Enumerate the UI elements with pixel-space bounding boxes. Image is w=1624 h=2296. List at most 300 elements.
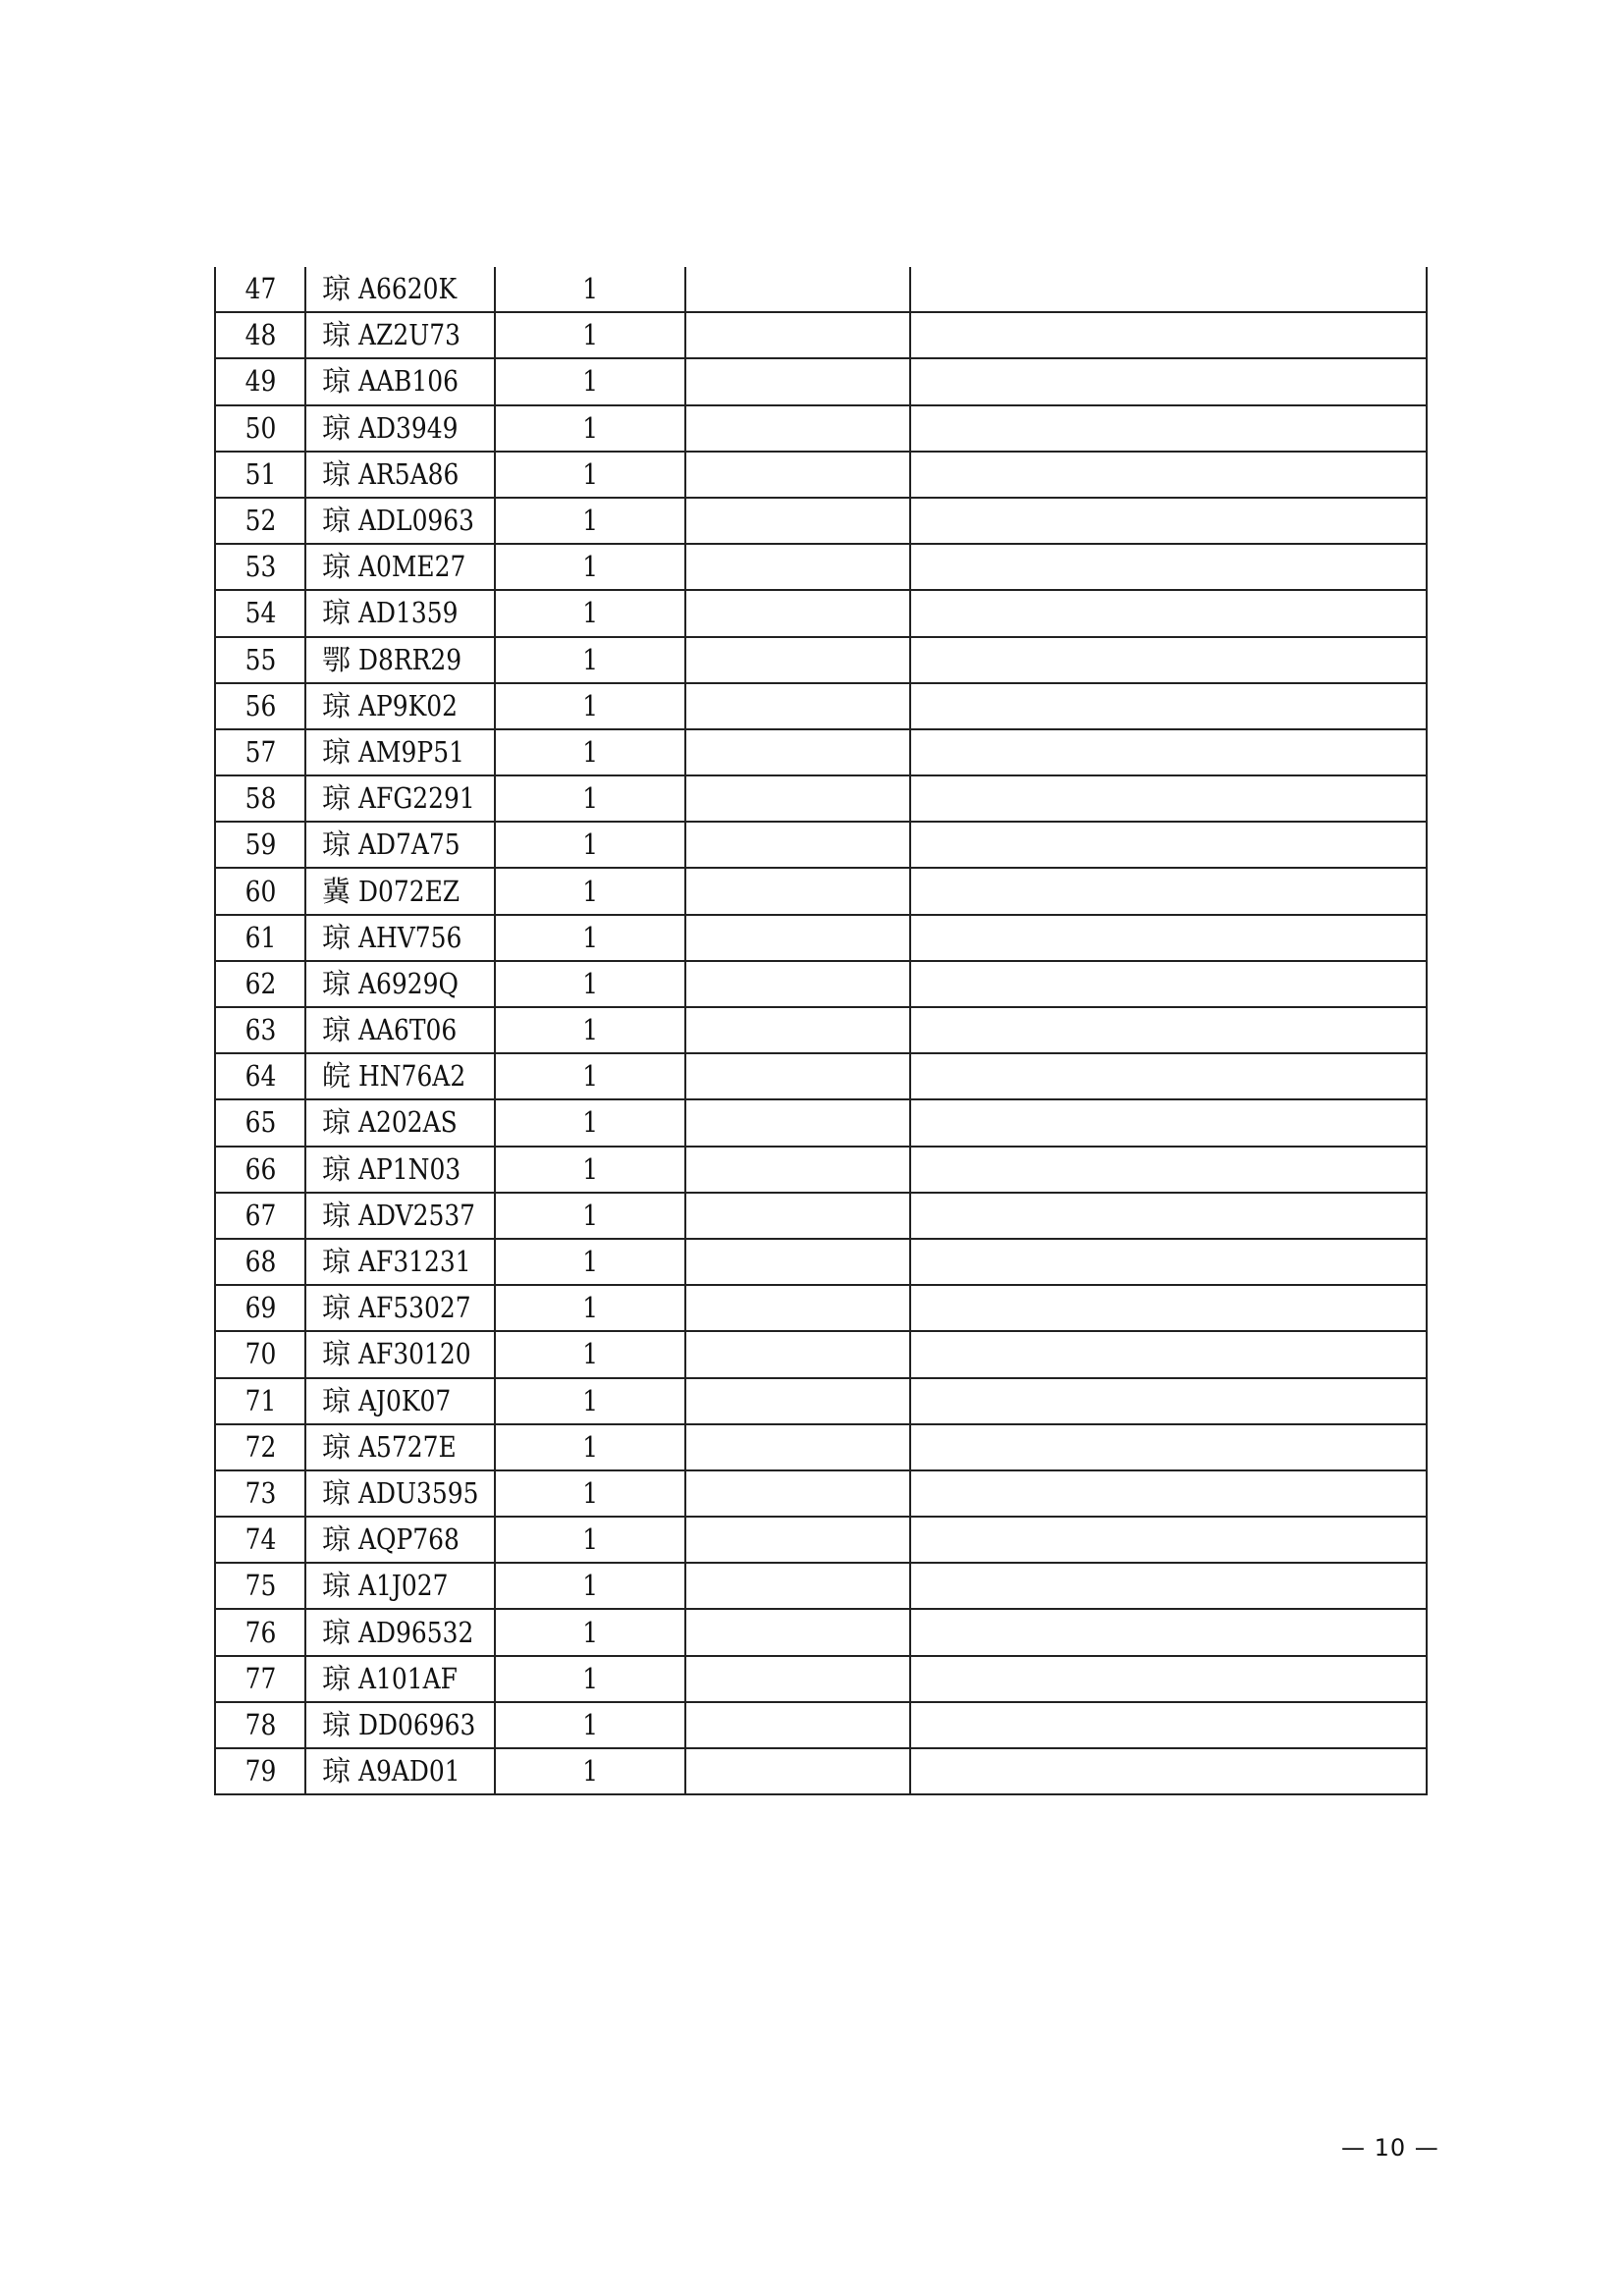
table-row — [215, 1053, 1427, 1099]
empty-cell — [910, 1331, 1427, 1377]
empty-cell — [910, 1702, 1427, 1748]
row-number-cell — [215, 358, 305, 404]
empty-cell — [910, 637, 1427, 683]
plate-province-prefix: 琼 — [322, 1291, 352, 1325]
table-row — [215, 961, 1427, 1007]
quantity-cell — [495, 1147, 685, 1193]
empty-cell — [910, 683, 1427, 729]
quantity-value: 1 — [582, 1522, 598, 1557]
quantity-value: 1 — [582, 1105, 598, 1140]
quantity-cell — [495, 729, 685, 775]
empty-cell — [910, 452, 1427, 498]
empty-cell — [685, 1378, 910, 1424]
quantity-value: 1 — [582, 688, 598, 722]
empty-cell — [685, 1470, 910, 1517]
quantity-cell — [495, 1517, 685, 1563]
quantity-value: 1 — [582, 1615, 598, 1649]
plate-number: A0ME27 — [358, 550, 466, 584]
plate-province-prefix: 琼 — [322, 364, 352, 399]
empty-cell — [910, 590, 1427, 636]
row-number: 57 — [244, 734, 276, 769]
table-row — [215, 1470, 1427, 1517]
plate-province-prefix: 琼 — [322, 1475, 352, 1510]
table-row — [215, 729, 1427, 775]
quantity-value: 1 — [582, 550, 598, 584]
plate-province-prefix: 琼 — [322, 1615, 352, 1649]
row-number-cell — [215, 868, 305, 914]
quantity-value: 1 — [582, 1198, 598, 1232]
row-number-cell — [215, 1424, 305, 1470]
row-number: 66 — [244, 1151, 276, 1186]
empty-cell — [910, 312, 1427, 358]
empty-cell — [685, 1517, 910, 1563]
quantity-cell — [495, 1239, 685, 1285]
quantity-cell — [495, 452, 685, 498]
plate-cell — [305, 683, 495, 729]
empty-cell — [685, 1193, 910, 1239]
row-number: 77 — [244, 1661, 276, 1695]
row-number: 79 — [244, 1754, 276, 1789]
row-number: 65 — [244, 1105, 276, 1140]
empty-cell — [685, 1331, 910, 1377]
plate-province-prefix: 琼 — [322, 1198, 352, 1232]
table-row — [215, 1007, 1427, 1053]
empty-cell — [685, 1099, 910, 1146]
plate-cell — [305, 961, 495, 1007]
row-number: 53 — [244, 550, 276, 584]
table-row — [215, 405, 1427, 452]
row-number-cell — [215, 312, 305, 358]
empty-cell — [685, 1609, 910, 1655]
plate-number: ADL0963 — [358, 504, 475, 538]
row-number-cell — [215, 1702, 305, 1748]
quantity-cell — [495, 1285, 685, 1331]
row-number-cell — [215, 1331, 305, 1377]
plate-cell — [305, 544, 495, 590]
empty-cell — [910, 775, 1427, 822]
plate-number: A202AS — [358, 1105, 458, 1140]
quantity-value: 1 — [582, 642, 598, 676]
empty-cell — [910, 1609, 1427, 1655]
row-number-cell — [215, 1609, 305, 1655]
plate-province-prefix: 琼 — [322, 272, 352, 306]
empty-cell — [685, 1424, 910, 1470]
empty-cell — [910, 729, 1427, 775]
plate-province-prefix: 琼 — [322, 1754, 352, 1789]
empty-cell — [910, 1285, 1427, 1331]
plate-province-prefix: 琼 — [322, 1707, 352, 1741]
plate-number: AAB106 — [358, 364, 459, 399]
row-number: 76 — [244, 1615, 276, 1649]
empty-cell — [685, 637, 910, 683]
empty-cell — [685, 544, 910, 590]
plate-number: D8RR29 — [358, 642, 462, 676]
plate-number: A9AD01 — [358, 1754, 460, 1789]
row-number: 55 — [244, 642, 276, 676]
quantity-cell — [495, 590, 685, 636]
plate-cell — [305, 1285, 495, 1331]
plate-province-prefix: 琼 — [322, 966, 352, 1000]
plate-number: AD1359 — [358, 596, 459, 630]
empty-cell — [910, 498, 1427, 544]
row-number-cell — [215, 405, 305, 452]
quantity-value: 1 — [582, 504, 598, 538]
empty-cell — [685, 1748, 910, 1794]
plate-number: A1J027 — [358, 1569, 449, 1603]
quantity-cell — [495, 868, 685, 914]
empty-cell — [910, 1239, 1427, 1285]
plate-province-prefix: 琼 — [322, 410, 352, 445]
row-number: 60 — [244, 874, 276, 908]
plate-number: ADU3595 — [358, 1475, 479, 1510]
empty-cell — [910, 1193, 1427, 1239]
plate-number: AFG2291 — [358, 781, 475, 816]
empty-cell — [685, 590, 910, 636]
table-row — [215, 544, 1427, 590]
plate-number: DD06963 — [358, 1707, 476, 1741]
quantity-cell — [495, 544, 685, 590]
quantity-value: 1 — [582, 410, 598, 445]
row-number: 48 — [244, 318, 276, 352]
row-number-cell — [215, 915, 305, 961]
plate-number: AA6T06 — [358, 1013, 458, 1047]
plate-province-prefix: 琼 — [322, 456, 352, 491]
table-row — [215, 267, 1427, 312]
row-number-cell — [215, 961, 305, 1007]
row-number-cell — [215, 1193, 305, 1239]
plate-cell — [305, 729, 495, 775]
plate-province-prefix: 琼 — [322, 1151, 352, 1186]
plate-cell — [305, 868, 495, 914]
quantity-value: 1 — [582, 1337, 598, 1371]
table-row — [215, 1656, 1427, 1702]
plate-cell — [305, 1007, 495, 1053]
plate-province-prefix: 琼 — [322, 688, 352, 722]
plate-province-prefix: 琼 — [322, 1383, 352, 1417]
plate-province-prefix: 琼 — [322, 828, 352, 862]
quantity-value: 1 — [582, 1245, 598, 1279]
quantity-value: 1 — [582, 874, 598, 908]
quantity-value: 1 — [582, 272, 598, 306]
table-body — [215, 267, 1427, 1794]
empty-cell — [685, 498, 910, 544]
row-number: 59 — [244, 828, 276, 862]
quantity-value: 1 — [582, 828, 598, 862]
table-row — [215, 1609, 1427, 1655]
quantity-value: 1 — [582, 1661, 598, 1695]
empty-cell — [910, 544, 1427, 590]
table-row — [215, 1424, 1427, 1470]
plate-number: AF31231 — [358, 1245, 471, 1279]
quantity-cell — [495, 1378, 685, 1424]
table-row — [215, 1193, 1427, 1239]
plate-province-prefix: 琼 — [322, 1245, 352, 1279]
empty-cell — [685, 775, 910, 822]
empty-cell — [910, 267, 1427, 312]
empty-cell — [685, 1053, 910, 1099]
table-row — [215, 358, 1427, 404]
row-number: 58 — [244, 781, 276, 816]
plate-cell — [305, 637, 495, 683]
quantity-cell — [495, 915, 685, 961]
quantity-cell — [495, 1470, 685, 1517]
plate-number: AQP768 — [358, 1522, 460, 1557]
quantity-value: 1 — [582, 1475, 598, 1510]
row-number-cell — [215, 775, 305, 822]
plate-province-prefix: 皖 — [322, 1059, 352, 1094]
quantity-cell — [495, 1053, 685, 1099]
plate-cell — [305, 267, 495, 312]
table-row — [215, 1748, 1427, 1794]
row-number: 70 — [244, 1337, 276, 1371]
quantity-value: 1 — [582, 1569, 598, 1603]
empty-cell — [910, 1007, 1427, 1053]
row-number: 52 — [244, 504, 276, 538]
plate-cell — [305, 1609, 495, 1655]
plate-number: AF30120 — [358, 1337, 471, 1371]
quantity-cell — [495, 312, 685, 358]
quantity-value: 1 — [582, 1013, 598, 1047]
plate-cell — [305, 405, 495, 452]
row-number: 78 — [244, 1707, 276, 1741]
empty-cell — [910, 1147, 1427, 1193]
row-number-cell — [215, 1748, 305, 1794]
empty-cell — [685, 868, 910, 914]
table-row — [215, 775, 1427, 822]
quantity-value: 1 — [582, 364, 598, 399]
row-number-cell — [215, 544, 305, 590]
quantity-cell — [495, 1193, 685, 1239]
quantity-value: 1 — [582, 1059, 598, 1094]
row-number: 68 — [244, 1245, 276, 1279]
row-number-cell — [215, 590, 305, 636]
plate-cell — [305, 1053, 495, 1099]
quantity-value: 1 — [582, 596, 598, 630]
empty-cell — [685, 729, 910, 775]
empty-cell — [910, 1099, 1427, 1146]
quantity-cell — [495, 1702, 685, 1748]
plate-province-prefix: 琼 — [322, 1105, 352, 1140]
vehicle-plate-table — [214, 267, 1428, 1795]
row-number-cell — [215, 498, 305, 544]
row-number-cell — [215, 683, 305, 729]
plate-province-prefix: 琼 — [322, 781, 352, 816]
quantity-cell — [495, 1563, 685, 1609]
table-row — [215, 590, 1427, 636]
plate-number: D072EZ — [358, 874, 460, 908]
row-number: 73 — [244, 1475, 276, 1510]
quantity-cell — [495, 498, 685, 544]
row-number-cell — [215, 1470, 305, 1517]
quantity-value: 1 — [582, 920, 598, 954]
empty-cell — [685, 1563, 910, 1609]
empty-cell — [685, 358, 910, 404]
plate-province-prefix: 琼 — [322, 550, 352, 584]
quantity-cell — [495, 1331, 685, 1377]
plate-cell — [305, 1099, 495, 1146]
empty-cell — [910, 1470, 1427, 1517]
row-number: 75 — [244, 1569, 276, 1603]
plate-number: AD3949 — [358, 410, 459, 445]
plate-cell — [305, 1470, 495, 1517]
plate-number: AM9P51 — [358, 734, 464, 769]
empty-cell — [685, 452, 910, 498]
quantity-value: 1 — [582, 781, 598, 816]
plate-province-prefix: 琼 — [322, 920, 352, 954]
quantity-value: 1 — [582, 318, 598, 352]
row-number: 62 — [244, 966, 276, 1000]
empty-cell — [910, 1053, 1427, 1099]
plate-province-prefix: 鄂 — [322, 642, 352, 676]
quantity-cell — [495, 1748, 685, 1794]
empty-cell — [910, 868, 1427, 914]
quantity-value: 1 — [582, 1754, 598, 1789]
quantity-value: 1 — [582, 1707, 598, 1741]
quantity-cell — [495, 1609, 685, 1655]
empty-cell — [685, 822, 910, 868]
row-number-cell — [215, 452, 305, 498]
empty-cell — [910, 405, 1427, 452]
plate-province-prefix: 琼 — [322, 1661, 352, 1695]
quantity-value: 1 — [582, 1383, 598, 1417]
plate-cell — [305, 1563, 495, 1609]
row-number-cell — [215, 822, 305, 868]
plate-cell — [305, 498, 495, 544]
quantity-value: 1 — [582, 1291, 598, 1325]
empty-cell — [685, 1702, 910, 1748]
row-number-cell — [215, 637, 305, 683]
empty-cell — [685, 683, 910, 729]
empty-cell — [910, 1378, 1427, 1424]
plate-number: AR5A86 — [358, 456, 460, 491]
empty-cell — [685, 1239, 910, 1285]
row-number: 61 — [244, 920, 276, 954]
plate-cell — [305, 358, 495, 404]
plate-province-prefix: 琼 — [322, 596, 352, 630]
row-number: 69 — [244, 1291, 276, 1325]
empty-cell — [685, 961, 910, 1007]
plate-number: AZ2U73 — [358, 318, 460, 352]
row-number-cell — [215, 1053, 305, 1099]
quantity-cell — [495, 637, 685, 683]
row-number: 64 — [244, 1059, 276, 1094]
row-number: 72 — [244, 1429, 276, 1464]
table-row — [215, 498, 1427, 544]
row-number-cell — [215, 729, 305, 775]
row-number: 50 — [244, 410, 276, 445]
table-row — [215, 1331, 1427, 1377]
plate-number: A6620K — [358, 272, 458, 306]
row-number: 67 — [244, 1198, 276, 1232]
empty-cell — [910, 1563, 1427, 1609]
empty-cell — [910, 1517, 1427, 1563]
row-number-cell — [215, 1285, 305, 1331]
table-row — [215, 1147, 1427, 1193]
plate-cell — [305, 1331, 495, 1377]
plate-province-prefix: 琼 — [322, 1337, 352, 1371]
plate-cell — [305, 915, 495, 961]
quantity-cell — [495, 822, 685, 868]
empty-cell — [910, 358, 1427, 404]
plate-number: A5727E — [358, 1429, 457, 1464]
table-row — [215, 1563, 1427, 1609]
quantity-cell — [495, 775, 685, 822]
empty-cell — [685, 1147, 910, 1193]
row-number: 63 — [244, 1013, 276, 1047]
table-row — [215, 822, 1427, 868]
plate-number: AD7A75 — [358, 828, 460, 862]
plate-number: ADV2537 — [358, 1198, 476, 1232]
plate-cell — [305, 1424, 495, 1470]
empty-cell — [685, 1656, 910, 1702]
plate-cell — [305, 1517, 495, 1563]
row-number-cell — [215, 267, 305, 312]
row-number: 47 — [244, 272, 276, 306]
row-number: 71 — [244, 1383, 276, 1417]
quantity-value: 1 — [582, 966, 598, 1000]
plate-province-prefix: 琼 — [322, 1569, 352, 1603]
empty-cell — [685, 312, 910, 358]
empty-cell — [685, 405, 910, 452]
page-number: — 10 — — [1341, 2134, 1439, 2162]
quantity-value: 1 — [582, 456, 598, 491]
empty-cell — [910, 915, 1427, 961]
plate-number: AF53027 — [358, 1291, 471, 1325]
empty-cell — [685, 1007, 910, 1053]
quantity-cell — [495, 1007, 685, 1053]
empty-cell — [910, 1656, 1427, 1702]
empty-cell — [910, 961, 1427, 1007]
plate-province-prefix: 琼 — [322, 318, 352, 352]
quantity-cell — [495, 358, 685, 404]
plate-cell — [305, 1239, 495, 1285]
plate-cell — [305, 1656, 495, 1702]
plate-cell — [305, 1748, 495, 1794]
row-number: 54 — [244, 596, 276, 630]
row-number-cell — [215, 1656, 305, 1702]
plate-number: AJ0K07 — [358, 1383, 452, 1417]
row-number-cell — [215, 1007, 305, 1053]
row-number-cell — [215, 1147, 305, 1193]
row-number: 56 — [244, 688, 276, 722]
plate-cell — [305, 312, 495, 358]
plate-number: AHV756 — [358, 920, 462, 954]
quantity-cell — [495, 683, 685, 729]
row-number: 49 — [244, 364, 276, 399]
quantity-cell — [495, 405, 685, 452]
empty-cell — [685, 1285, 910, 1331]
table-row — [215, 683, 1427, 729]
quantity-value: 1 — [582, 1429, 598, 1464]
empty-cell — [685, 267, 910, 312]
plate-cell — [305, 1702, 495, 1748]
table-row — [215, 1285, 1427, 1331]
row-number-cell — [215, 1517, 305, 1563]
table-row — [215, 1378, 1427, 1424]
quantity-cell — [495, 1424, 685, 1470]
plate-province-prefix: 琼 — [322, 1013, 352, 1047]
quantity-cell — [495, 1099, 685, 1146]
table-row — [215, 1099, 1427, 1146]
table-row — [215, 1517, 1427, 1563]
table-row — [215, 868, 1427, 914]
plate-number: A6929Q — [358, 966, 459, 1000]
plate-number: HN76A2 — [358, 1059, 466, 1094]
quantity-cell — [495, 961, 685, 1007]
table-row — [215, 915, 1427, 961]
plate-province-prefix: 琼 — [322, 1522, 352, 1557]
row-number: 74 — [244, 1522, 276, 1557]
